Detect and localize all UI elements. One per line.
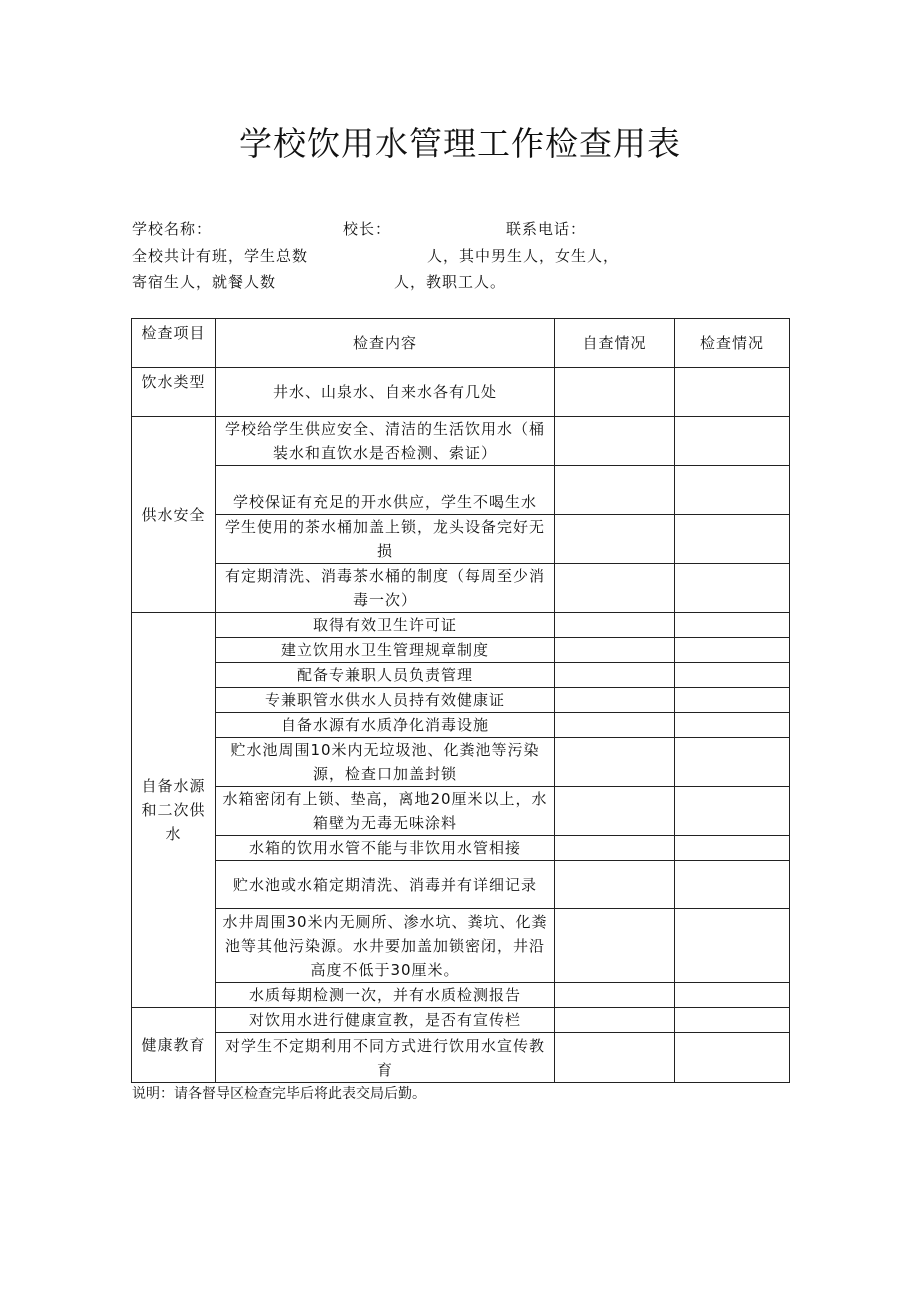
content-cell: 对饮用水进行健康宣教，是否有宣传栏	[216, 1008, 555, 1033]
table-row	[132, 1008, 790, 1033]
header-self-check: 自查情况	[555, 319, 675, 368]
self-check-cell[interactable]	[555, 909, 675, 983]
footnote: 说明：请各督导区检查完毕后将此表交局后勤。	[132, 1086, 426, 1102]
inspection-cell[interactable]	[675, 836, 790, 861]
content-cell: 配备专兼职人员负责管理	[216, 663, 555, 688]
inspection-cell[interactable]	[675, 663, 790, 688]
header-item: 检查项目	[132, 319, 216, 368]
table-row	[132, 466, 790, 515]
inspection-cell[interactable]	[675, 466, 790, 515]
table-row	[132, 663, 790, 688]
table-row	[132, 909, 790, 983]
school-name-field[interactable]: 学校名称：	[132, 220, 213, 238]
content-cell: 贮水池周围10米内无垃圾池、化粪池等污染源，检查口加盖封锁	[216, 738, 555, 787]
table-row	[132, 861, 790, 909]
self-check-cell[interactable]	[555, 515, 675, 564]
self-check-cell[interactable]	[555, 861, 675, 909]
self-check-cell[interactable]	[555, 1008, 675, 1033]
class-student-count-text: 全校共计有班，学生总数	[132, 247, 309, 265]
inspection-cell[interactable]	[675, 515, 790, 564]
table-row	[132, 688, 790, 713]
gender-count-text: 人，其中男生人，女生人，	[427, 247, 620, 265]
content-cell: 学校给学生供应安全、清洁的生活饮用水（桶装水和直饮水是否检测、索证）	[216, 417, 555, 466]
table-row	[132, 564, 790, 613]
table-row	[132, 738, 790, 787]
boarding-dining-text: 寄宿生人，就餐人数	[132, 273, 277, 291]
header-content: 检查内容	[216, 319, 555, 368]
table-row	[132, 515, 790, 564]
content-cell: 井水、山泉水、自来水各有几处	[216, 368, 555, 417]
table-row	[132, 613, 790, 638]
self-check-cell[interactable]	[555, 738, 675, 787]
inspection-cell[interactable]	[675, 861, 790, 909]
self-check-cell[interactable]	[555, 688, 675, 713]
inspection-cell[interactable]	[675, 909, 790, 983]
table-row	[132, 1033, 790, 1083]
content-cell: 学生使用的茶水桶加盖上锁，龙头设备完好无损	[216, 515, 555, 564]
inspection-cell[interactable]	[675, 613, 790, 638]
table-row	[132, 787, 790, 836]
inspection-cell[interactable]	[675, 638, 790, 663]
content-cell: 贮水池或水箱定期清洗、消毒并有详细记录	[216, 861, 555, 909]
content-cell: 建立饮用水卫生管理规章制度	[216, 638, 555, 663]
inspection-cell[interactable]	[675, 1033, 790, 1083]
category-water-type: 饮水类型	[132, 368, 216, 417]
content-cell: 水井周围30米内无厕所、渗水坑、粪坑、化粪池等其他污染源。水井要加盖加锁密闭，井沿高度不低于30厘米。	[216, 909, 555, 983]
inspection-table	[131, 318, 790, 1083]
content-cell: 学校保证有充足的开水供应，学生不喝生水	[216, 466, 555, 515]
content-cell: 取得有效卫生许可证	[216, 613, 555, 638]
self-check-cell[interactable]	[555, 564, 675, 613]
self-check-cell[interactable]	[555, 613, 675, 638]
content-cell: 水箱的饮用水管不能与非饮用水管相接	[216, 836, 555, 861]
principal-field[interactable]: 校长：	[343, 220, 392, 238]
staff-count-text: 人，教职工人。	[394, 273, 507, 291]
self-check-cell[interactable]	[555, 638, 675, 663]
table-row	[132, 368, 790, 417]
content-cell: 专兼职管水供水人员持有效健康证	[216, 688, 555, 713]
content-cell: 有定期清洗、消毒茶水桶的制度（每周至少消毒一次）	[216, 564, 555, 613]
inspection-cell[interactable]	[675, 368, 790, 417]
table-row	[132, 417, 790, 466]
self-check-cell[interactable]	[555, 713, 675, 738]
content-cell: 自备水源有水质净化消毒设施	[216, 713, 555, 738]
category-water-supply-safety: 供水安全	[132, 417, 216, 613]
inspection-cell[interactable]	[675, 417, 790, 466]
self-check-cell[interactable]	[555, 1033, 675, 1083]
self-check-cell[interactable]	[555, 663, 675, 688]
self-check-cell[interactable]	[555, 983, 675, 1008]
self-check-cell[interactable]	[555, 787, 675, 836]
self-check-cell[interactable]	[555, 836, 675, 861]
category-own-source-secondary-supply: 自备水源和二次供水	[132, 613, 216, 1008]
inspection-cell[interactable]	[675, 983, 790, 1008]
table-header-row	[132, 319, 790, 368]
table-row	[132, 638, 790, 663]
page-title: 学校饮用水管理工作检查用表	[239, 124, 681, 163]
inspection-cell[interactable]	[675, 713, 790, 738]
inspection-cell[interactable]	[675, 738, 790, 787]
category-health-education: 健康教育	[132, 1008, 216, 1083]
table-row	[132, 836, 790, 861]
inspection-cell[interactable]	[675, 1008, 790, 1033]
inspection-cell[interactable]	[675, 787, 790, 836]
self-check-cell[interactable]	[555, 368, 675, 417]
table-row	[132, 983, 790, 1008]
content-cell: 水质每期检测一次，并有水质检测报告	[216, 983, 555, 1008]
table-row	[132, 713, 790, 738]
inspection-cell[interactable]	[675, 688, 790, 713]
inspection-cell[interactable]	[675, 564, 790, 613]
phone-field[interactable]: 联系电话：	[506, 220, 587, 238]
header-inspection: 检查情况	[675, 319, 790, 368]
content-cell: 对学生不定期利用不同方式进行饮用水宣传教育	[216, 1033, 555, 1083]
self-check-cell[interactable]	[555, 466, 675, 515]
self-check-cell[interactable]	[555, 417, 675, 466]
content-cell: 水箱密闭有上锁、垫高，离地20厘米以上，水箱壁为无毒无味涂料	[216, 787, 555, 836]
